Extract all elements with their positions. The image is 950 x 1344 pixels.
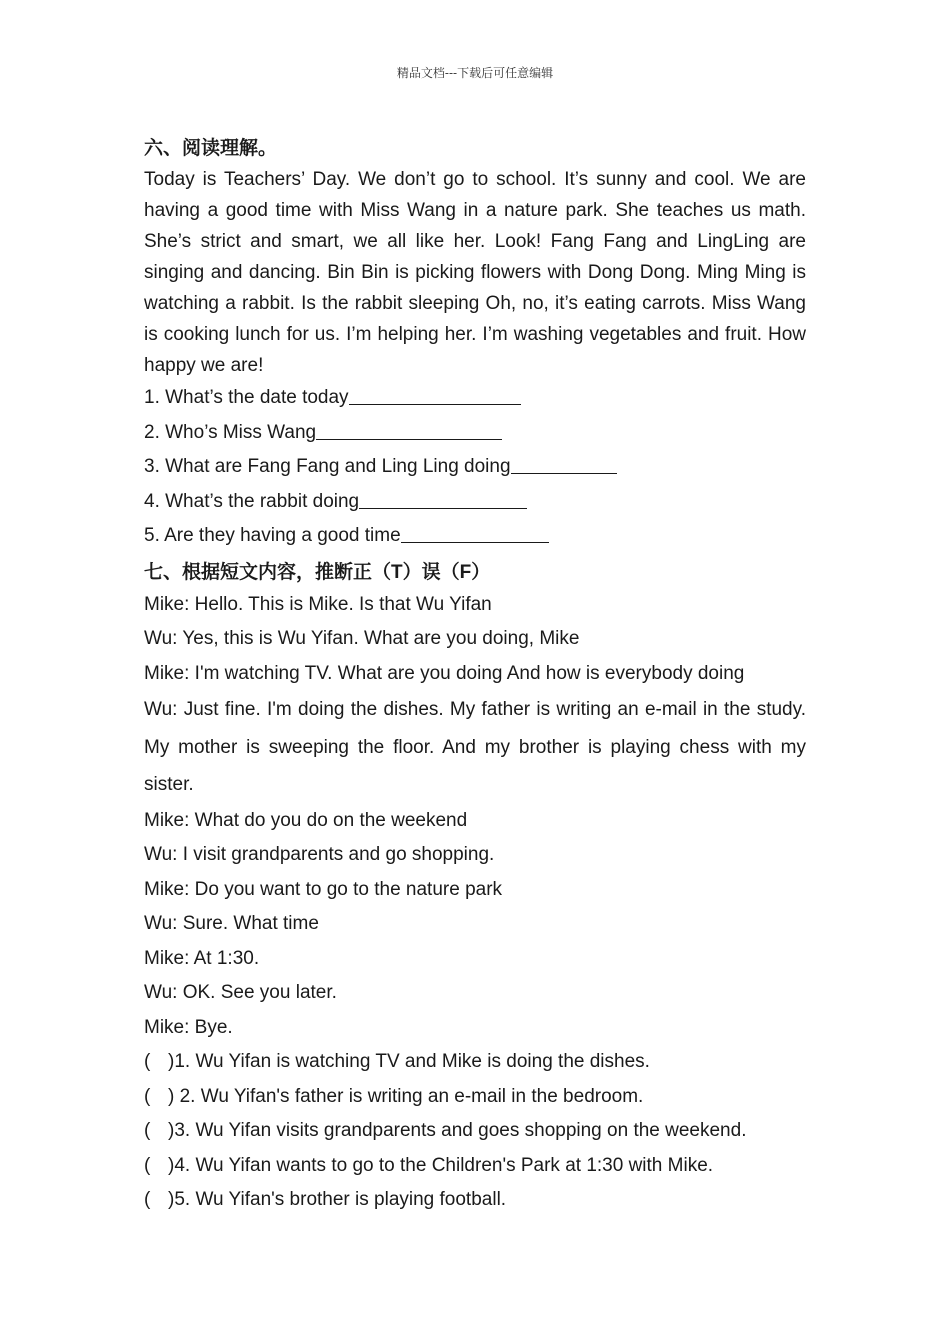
- dialogue-line: Mike: Bye.: [144, 1016, 233, 1038]
- question-text: 4. What’s the rabbit doing: [144, 490, 360, 512]
- statement-1: [144, 1045, 806, 1080]
- statement-text: ) 2. Wu Yifan's father is writing an e-mail in the bedroom.: [168, 1085, 644, 1107]
- question-text: 3. What are Fang Fang and Ling Ling doing: [144, 456, 511, 477]
- answer-blank[interactable]: [316, 419, 502, 440]
- question-text: 1. What’s the date today: [144, 387, 349, 408]
- dialogue-line: Wu: OK. See you later.: [144, 982, 337, 1003]
- dialogue-line: Mike: Hello. This is Mike. Is that Wu Yifan: [144, 593, 492, 615]
- dialogue-line: Mike: Do you want to go to the nature park: [144, 878, 503, 900]
- dialogue-line: Mike: What do you do on the weekend: [144, 809, 468, 831]
- question-1: [144, 381, 806, 416]
- dialogue-line: Wu: I visit grandparents and go shopping.: [144, 844, 495, 865]
- dialogue-line: Wu: Yes, this is Wu Yifan. What are you doing, Mike: [144, 628, 580, 649]
- statement-text: )4. Wu Yifan wants to go to the Children's Park at 1:30 with Mike.: [168, 1154, 714, 1176]
- reading-passage: Today is Teachers’ Day. We don’t go to school. It’s sunny and cool. We are having a good time with Miss Wang in a nature park. She teaches us math. She’s strict and smart, we all like her. Look! Fang Fang and LingLing are singing and dancing. Bin Bin is picking flowers with Dong Dong. Ming Ming is watching a rabbit. Is the rabbit sleeping Oh, no, it’s eating carrots. Miss Wang is cooking lunch for us. I’m helping her. I’m washing vegetables and fruit. How happy we are!: [144, 169, 806, 376]
- dialogue-line: Mike: I'm watching TV. What are you doing And how is everybody doing: [144, 662, 745, 684]
- section-7-heading: 七、根据短文内容，推断正（T）误（F）: [144, 561, 491, 583]
- answer-blank[interactable]: [359, 488, 527, 509]
- answer-paren[interactable]: (: [144, 1189, 151, 1210]
- statement-text: )5. Wu Yifan's brother is playing football.: [168, 1189, 507, 1210]
- section-6-heading: 六、阅读理解。: [144, 138, 278, 159]
- answer-paren[interactable]: (: [144, 1085, 151, 1107]
- dialogue-line: Mike: At 1:30.: [144, 947, 260, 969]
- question-2: [144, 416, 806, 451]
- answer-blank[interactable]: [401, 522, 549, 543]
- answer-paren[interactable]: (: [144, 1120, 151, 1141]
- answer-paren[interactable]: (: [144, 1051, 151, 1072]
- statement-text: )1. Wu Yifan is watching TV and Mike is doing the dishes.: [168, 1051, 650, 1072]
- answer-blank[interactable]: [511, 453, 617, 474]
- dialogue-line: Wu: Sure. What time: [144, 913, 319, 934]
- answer-blank[interactable]: [349, 384, 521, 405]
- question-text: 2. Who’s Miss Wang: [144, 421, 317, 443]
- dialogue-line: Wu: Just fine. I'm doing the dishes. My father is writing an e-mail in the study. My mother is sweeping the floor. And my brother is playing chess with my sister.: [144, 699, 806, 795]
- page-header: 精品文档---下载后可任意编辑: [396, 66, 554, 80]
- answer-paren[interactable]: (: [144, 1154, 151, 1176]
- question-4: [144, 485, 806, 520]
- statement-3: [144, 1114, 806, 1149]
- statement-text: )3. Wu Yifan visits grandparents and goes shopping on the weekend.: [168, 1120, 747, 1141]
- question-text: 5. Are they having a good time: [144, 525, 401, 546]
- document-body: [144, 130, 806, 1218]
- statement-5: [144, 1183, 806, 1218]
- statement-4: [144, 1149, 806, 1184]
- question-3: [144, 450, 806, 485]
- statement-2: [144, 1080, 806, 1115]
- question-5: [144, 519, 806, 554]
